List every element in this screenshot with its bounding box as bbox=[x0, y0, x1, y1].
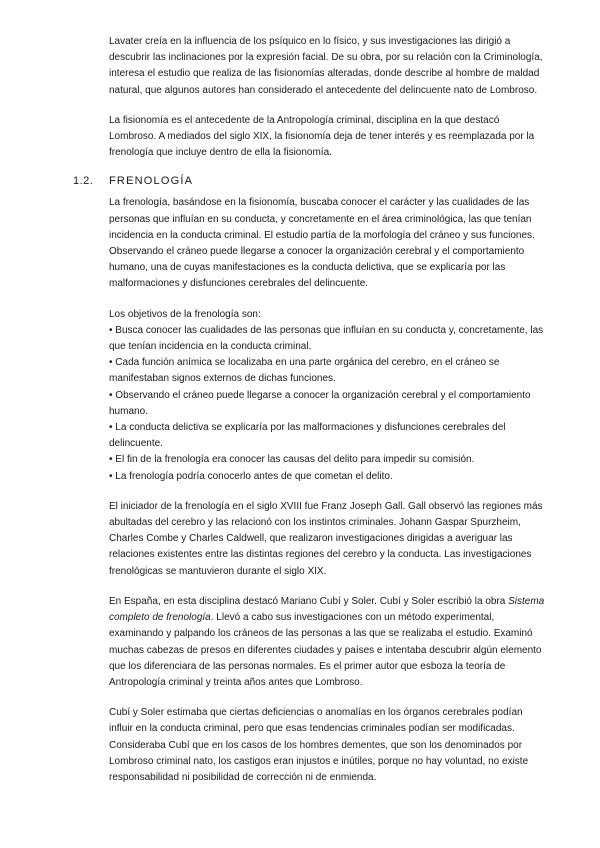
spacer bbox=[109, 161, 549, 175]
list-item-text: El fin de la frenología era conocer las causas del delito para impedir su comisión. bbox=[115, 454, 475, 466]
section-paragraph-4: Cubí y Soler estimaba que ciertas deficiencias o anomalías en los órganos cerebrales podían influir en la conducta criminal, pero que esas tendencias criminales podían ser modificadas. Consideraba Cubí que en los casos de los hombres dementes, que son los denominados por Lombroso criminal nato, los castigos eran injustos e inútiles, porque no hay voluntad, no existe responsabilidad ni posibilidad de corrección ni de enmienda. bbox=[109, 707, 529, 783]
objectives-list bbox=[109, 323, 549, 485]
paragraph-text: . Llevó a cabo sus investigaciones con un método experimental, examinando y palpando los cráneos de las personas a las que se realizaba el estudio. Examinó muchas cabezas de presos en diferentes ciudades y países e intentaba descubrir algún elemento que los diferenciara de las personas normales. Es el primer autor que esboza la teoría de Antropología criminal y treinta años antes que Lombroso. bbox=[109, 612, 542, 688]
section-number: 1.2. bbox=[73, 175, 94, 188]
list-item bbox=[109, 420, 549, 452]
spacer bbox=[109, 293, 549, 307]
book-title: Sistema completo de frenología bbox=[109, 595, 545, 624]
bullet-icon: • bbox=[109, 357, 113, 369]
objectives-intro: Los objetivos de la frenología son: bbox=[109, 308, 261, 320]
list-item-text: La frenología podría conocerlo antes de que cometan el delito. bbox=[115, 470, 393, 482]
page-content bbox=[73, 34, 549, 786]
section-paragraph-2: El iniciador de la frenología en el siglo XVIII fue Franz Joseph Gall. Gall observó las regiones más abultadas del cerebro y las relacionó con los instintos criminales. Johann Gaspar Spurzheim, Charles Combe y Charles Caldwell, que realizaron investigaciones dirigidas a averiguar las relaciones existentes entre las distintas regiones del cerebro y la conducta. Las investigaciones frenológicas se mantuvieron durante el siglo XIX. bbox=[109, 500, 543, 577]
list-item-text: Observando el cráneo puede llegarse a conocer la organización cerebral y el comportamiento humano. bbox=[109, 389, 531, 417]
spacer bbox=[109, 485, 549, 499]
list-item-text: La conducta delictiva se explicaría por las malformaciones y disfunciones cerebrales del delincuente. bbox=[109, 422, 506, 450]
section-paragraph-1: La frenología, basándose en la fisionomía, buscaba conocer el carácter y las cualidades de las personas que influían en su conducta, y concretamente en el área criminológica, las que tenían incidencia en la conducta criminal. El estudio partía de la morfología del cráneo y sus funciones. Observando el cráneo puede llegarse a conocer la organización cerebral y el comportamiento humano, una de cuyas manifestaciones es la conducta delictiva, que se explicaría por las malformaciones y disfunciones cerebrales del delincuente. bbox=[109, 197, 535, 290]
bullet-icon: • bbox=[109, 389, 113, 401]
bullet-icon: • bbox=[109, 470, 113, 482]
section-heading bbox=[73, 175, 549, 191]
bullet-icon: • bbox=[109, 454, 113, 466]
list-item-text: Busca conocer las cualidades de las personas que influían en su conducta y, concretamente, las que tenían incidencia en la conducta criminal. bbox=[109, 324, 544, 353]
paragraph-text: En España, en esta disciplina destacó Mariano Cubí y Soler. Cubí y Soler escribió la obra bbox=[109, 595, 509, 607]
spacer bbox=[109, 691, 549, 705]
section-title: FRENOLOGÍA bbox=[109, 175, 194, 188]
intro-paragraph-2: La fisionomía es el antecedente de la Antropología criminal, disciplina en la que destacó Lombroso. A mediados del siglo XIX, la fisionomía deja de tener interés y es reemplazada por la frenología que incluye dentro de ella la fisionomía. bbox=[109, 114, 535, 159]
section-paragraph-3 bbox=[109, 594, 549, 691]
list-item bbox=[109, 469, 549, 485]
bullet-icon: • bbox=[109, 324, 113, 336]
spacer bbox=[109, 580, 549, 594]
list-item bbox=[109, 355, 549, 387]
list-item bbox=[109, 452, 549, 468]
intro-paragraph-1: Lavater creía en la influencia de los psíquico en lo físico, y sus investigaciones las dirigió a descubrir las inclinaciones por la expresión facial. De su obra, por su relación con la Criminología, interesa el estudio que realiza de las fisionomías alteradas, donde describe al hombre de maldad natural, que algunos autores han considerado el antecedente del delincuente nato de Lombroso. bbox=[109, 36, 543, 96]
bullet-icon: • bbox=[109, 422, 113, 434]
list-item bbox=[109, 323, 549, 355]
list-item bbox=[109, 388, 549, 420]
spacer bbox=[109, 99, 549, 113]
list-item-text: Cada función anímica se localizaba en una parte orgánica del cerebro, en el cráneo se manifestaban signos externos de dichas funciones. bbox=[109, 357, 500, 385]
